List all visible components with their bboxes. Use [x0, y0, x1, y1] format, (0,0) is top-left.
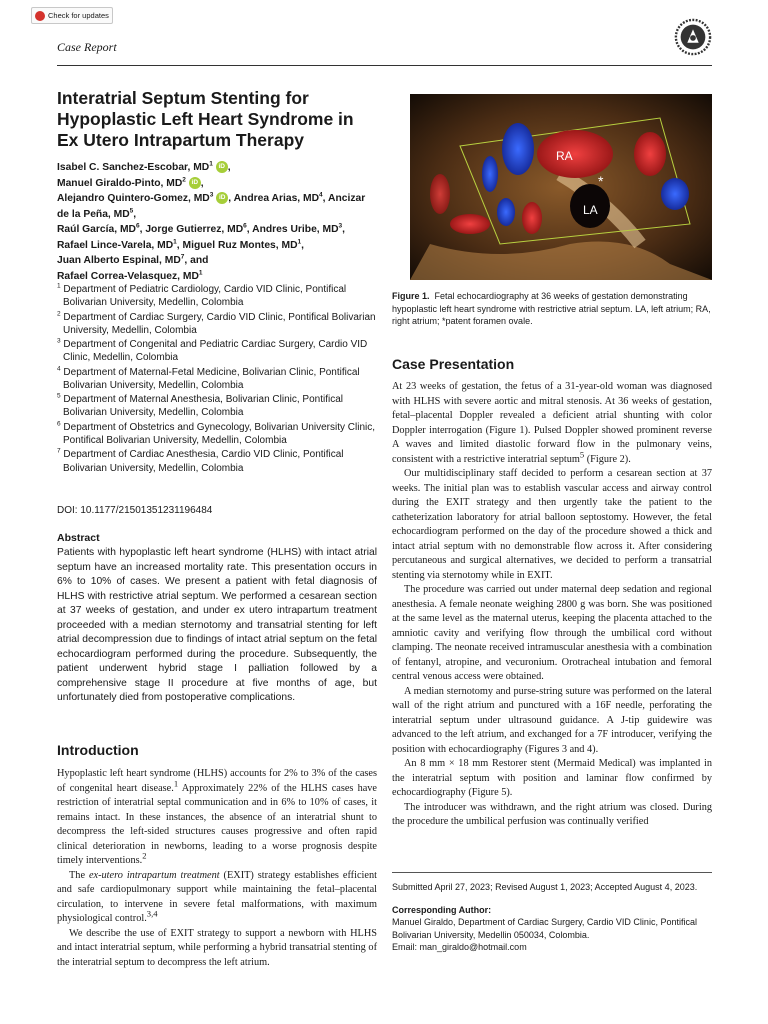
author-list: Isabel C. Sanchez-Escobar, $MD^1$ iD , Manuel Giraldo-Pinto, $MD^2$ iD , Alejandro Quintero-Gomez, $MD^3$ iD , Andrea Arias, $MD^4$, Ancizar de la Peña, $MD^5$, Raúl García, $MD^6$, Jorge Gutierrez, $MD^6$, Andres Uribe, $MD^3$, Rafael Lince-Varela, $MD^1$, Miguel Ruz Montes, $MD^1$, Juan Alberto Espinal, $MD^7$, and Rafael Correa-Velasquez, $MD^1$ — [57, 160, 366, 282]
introduction-body — [57, 767, 377, 970]
orcid-icon[interactable]: iD — [216, 192, 228, 204]
affiliation-text: Department of Maternal Anesthesia, Bolivarian Clinic, Pontifical Bolivarian University, Medellin, Colombia — [63, 394, 343, 419]
label-ra: RA — [556, 149, 573, 163]
case-paragraph-4: A median sternotomy and purse-string suture was performed on the lateral wall of the right atrium and punctured with a 16F needle, perforating the interatrial septum under ultrasound guidance. A J-tip guidewire was advanced to the left atrium, and exchanged for a 7F introducer, verifying the position with echocardiography (Figures 3 and 4). — [392, 685, 712, 755]
author-name: Raúl García, MD — [57, 224, 136, 235]
author-affiliation-marker: 2 — [182, 176, 186, 184]
header-rule — [57, 65, 712, 66]
case-presentation-body — [392, 380, 712, 830]
section-label: Case Report — [57, 40, 117, 54]
orcid-icon[interactable]: iD — [216, 161, 228, 173]
affiliation-number: 3 — [57, 337, 61, 345]
affiliation-text: Department of Maternal-Fetal Medicine, Bolivarian Clinic, Pontifical Bolivarian University, Medellin, Colombia — [63, 366, 360, 391]
affiliation-text: Department of Pediatric Cardiology, Cardio VID Clinic, Pontifical Bolivarian University, Medellin, Colombia — [63, 284, 347, 309]
author-name: Juan Alberto Espinal, MD — [57, 255, 181, 266]
submission-dates: Submitted April 27, 2023; Revised August 1, 2023; Accepted August 4, 2023. — [392, 882, 698, 892]
author-name: Rafael Correa-Velasquez, MD — [57, 270, 199, 282]
affiliation-item — [57, 338, 377, 364]
affiliation-number: 5 — [57, 392, 61, 400]
corresponding-author-heading: Corresponding Author: — [392, 904, 492, 915]
affiliation-text: Department of Cardiac Anesthesia, Cardio VID Clinic, Pontifical Bolivarian University, Medellin, Colombia — [63, 449, 344, 474]
case-paragraph-3: The procedure was carried out under maternal deep sedation and regional anesthesia. A female neonate weighing 2800 g was born. She was positioned at the same level as the maternal uterus, keeping the placenta attached to the amniotic cavity and verifying flow through the umbilical cord without clamping. The neonate received intramuscular anesthesia with a combination of fentanyl, atropine, and vecuronium. Orotracheal intubation and femoral central venous access were obtained. — [392, 584, 712, 682]
figure-1-caption — [392, 290, 712, 328]
author-affiliation-marker: 1 — [173, 238, 177, 246]
author-name: Ancizar de la Peña, MD — [57, 193, 366, 220]
author-name: Isabel C. Sanchez-Escobar, MD — [57, 162, 210, 173]
article-title: Interatrial Septum Stenting for Hypoplastic Left Heart Syndrome in Ex Utero Intrapartum Therapy — [57, 88, 354, 150]
affiliation-item — [57, 448, 377, 474]
update-icon — [35, 11, 45, 21]
figure-1-echocardiogram — [410, 94, 712, 280]
author-affiliation-marker: 5 — [129, 207, 134, 215]
intro-paragraph-1: Hypoplastic left heart syndrome (HLHS) accounts for 2% to 3% of the cases of congenital heart disease.$^1$ Approximately 22% of the HLHS cases have restriction of interatrial septal communication and in 6% to 10% of cases, it remains intact. In these instances, the absence of an interatrial shunt to decompress the left-sided structures causes progressive and often rapid clinical deterioration in newborns, leading to a worse prognosis despite timely interventions.$^2$ — [57, 768, 378, 866]
abstract-text: Patients with hypoplastic left heart syndrome (HLHS) with intact atrial septum have an increased mortality rate. This presentation occurs in 6% to 10% of cases. We present a patient with fetal diagnosis of HLHS with restrictive atrial septum. We performed a cesarean section at 37 weeks of gestation, and under ex utero intrapartum treatment proceeded with a median sternotomy and transatrial stenting for left atrial decompression due to findings of intact atrial septum on the fetal echocardiogram performed during the procedure. Subsequently, the patient underwent hybrid stage I palliation followed by a comprehensive stage II procedure at five months of age, but unfortunately died from postoperative complications. — [57, 547, 377, 703]
author-affiliation-marker: 6 — [243, 222, 247, 230]
check-for-updates-badge[interactable] — [31, 7, 113, 24]
intro-paragraph-2: The ex-utero intrapartum treatment (EXIT) strategy establishes efficient and safe cardiopulmonary support while maintaining the fetal–placental circulation, to intervene in severe fetal malformations, with maximum physiological control.$^{3,4}$ — [57, 869, 377, 924]
author-name: Alejandro Quintero-Gomez, MD — [57, 193, 210, 204]
author-name: Andres Uribe, MD — [252, 224, 339, 235]
affiliation-number: 1 — [57, 282, 61, 290]
affiliation-item — [57, 393, 377, 419]
author-affiliation-marker: 7 — [180, 253, 185, 261]
figure-caption-text: Fetal echocardiography at 36 weeks of gestation demonstrating hypoplastic left heart syndrome with restrictive atrial septum. LA, left atrium; RA, right atrium; *patent foramen ovale. — [392, 291, 711, 326]
author-name: Rafael Lince-Varela, MD — [57, 239, 174, 251]
abstract-heading: Abstract — [57, 532, 100, 544]
case-paragraph-2: Our multidisciplinary staff decided to perform a cesarean section at 37 weeks. The initial plan was to establish vascular access and airway control during the EXIT strategy and then urgently take the patient to the catheterization laboratory for atrial balloon septostomy. However, the fetal echocardiogram performed on the day of the procedure showed a thick and intact atrial septum with no demonstrable flow across it. After considering percutaneous and surgical alternatives, we decided to perform a transatrial stenting via sternotomy while in EXIT. — [392, 468, 712, 581]
author-affiliation-marker: 1 — [209, 160, 213, 168]
orcid-icon[interactable]: iD — [189, 177, 201, 189]
introduction-heading: Introduction — [57, 742, 139, 758]
publisher-logo-icon — [674, 18, 712, 56]
author-name: Jorge Gutierrez, MD — [145, 224, 244, 235]
affiliation-text: Department of Cardiac Surgery, Cardio VID Clinic, Pontifical Bolivarian University, Medellin, Colombia — [63, 311, 376, 336]
intro-paragraph-3: We describe the use of EXIT strategy to support a newborn with HLHS and intact interatrial septum, while performing a hybrid transatrial stenting of the interatrial septum to decompress the left atrium. — [57, 927, 377, 968]
author-affiliation-marker: 6 — [135, 222, 140, 230]
affiliation-item — [57, 283, 377, 309]
doi[interactable]: DOI: 10.1177/21501351231196484 — [57, 505, 213, 516]
article-footnote — [392, 881, 712, 954]
corresponding-author-email[interactable]: Email: man_giraldo@hotmail.com — [392, 942, 527, 952]
author-name: Andrea Arias, MD — [233, 193, 320, 204]
affiliation-item — [57, 366, 377, 392]
case-paragraph-5: An 8 mm × 18 mm Restorer stent (Mermaid Medical) was implanted in the interatrial septum with position and laminar flow confirmed by echocardiography (Figure 5). — [392, 758, 712, 798]
case-paragraph-6: The introducer was withdrawn, and the right atrium was closed. During the procedure the umbilical perfusion was continually verified — [392, 801, 712, 827]
affiliation-text: Department of Congenital and Pediatric Cardiac Surgery, Cardio VID Clinic, Medellin, Colombia — [63, 339, 368, 364]
affiliation-text: Department of Obstetrics and Gynecology, Bolivarian University Clinic, Pontifical Bolivarian University, Medellin, Colombia — [63, 421, 376, 446]
author-affiliation-marker: 4 — [319, 191, 323, 199]
corresponding-author-text: Manuel Giraldo, Department of Cardiac Surgery, Cardio VID Clinic, Pontifical Bolivarian University, Medellin 050034, Colombia. — [392, 917, 697, 940]
affiliation-number: 2 — [57, 310, 61, 318]
author-affiliation-marker: 1 — [198, 269, 203, 277]
author-affiliation-marker: 3 — [209, 191, 214, 199]
figure-caption-label: Figure 1. — [392, 291, 430, 301]
check-for-updates-label: Check for updates — [48, 11, 109, 20]
case-paragraph-1: At 23 weeks of gestation, the fetus of a 31-year-old woman was diagnosed with HLHS with severe aortic and mitral stenosis. At 36 weeks of gestation, fetal–placental Doppler revealed a deficient atrial shunting with color Doppler interrogation (Figure 1). Pulsed Doppler showed prominent reverse A waves and limited diastolic forward flow in the pulmonary veins, consistent with a restrictive interatrial septum$^5$ (Figure 2). — [392, 381, 712, 465]
author-name: Manuel Giraldo-Pinto, MD — [57, 177, 183, 189]
affiliation-number: 4 — [57, 365, 61, 373]
affiliation-number: 6 — [57, 420, 61, 428]
case-presentation-heading: Case Presentation — [392, 356, 515, 372]
author-name: Miguel Ruz Montes, MD — [182, 239, 298, 251]
affiliation-list — [57, 283, 377, 476]
label-la: LA — [583, 203, 598, 217]
author-affiliation-marker: 1 — [297, 238, 302, 246]
author-affiliation-marker: 3 — [338, 222, 343, 230]
label-pfo-star: * — [598, 173, 604, 189]
affiliation-number: 7 — [57, 448, 61, 456]
footnote-rule — [392, 872, 712, 873]
affiliation-item — [57, 311, 377, 337]
echo-image — [410, 94, 712, 280]
affiliation-item — [57, 421, 377, 447]
